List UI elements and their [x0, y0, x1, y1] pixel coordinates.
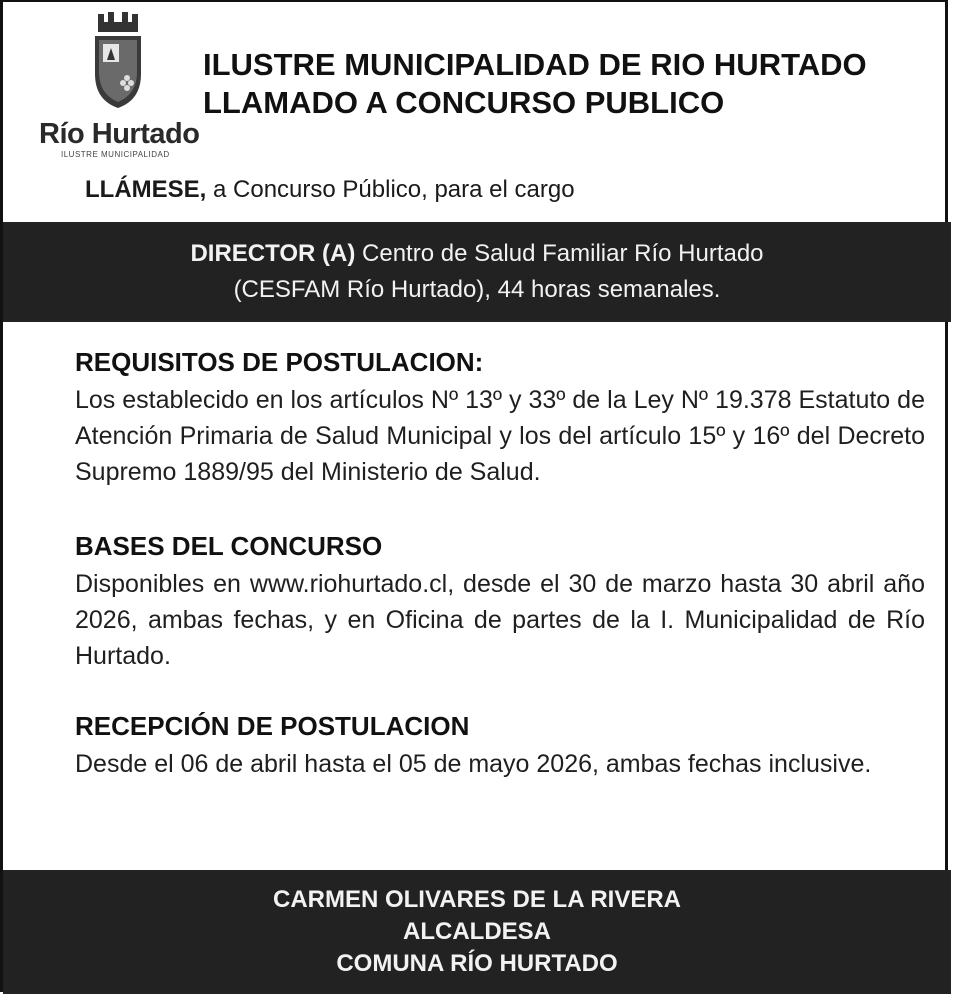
bases-section: [75, 530, 925, 674]
logo-subtitle: ILUSTRE MUNICIPALIDAD: [61, 150, 170, 159]
logo-name: Río Hurtado: [39, 118, 200, 150]
signature-commune: COMUNA RÍO HURTADO: [336, 950, 618, 977]
intro-line: [85, 176, 575, 204]
signature-role: ALCALDESA: [403, 918, 551, 945]
position-line-1-rest: Centro de Salud Familiar Río Hurtado: [355, 240, 764, 267]
requirements-section: [75, 346, 925, 490]
intro-text: a Concurso Público, para el cargo: [206, 176, 575, 203]
bases-body: Disponibles en www.riohurtado.cl, desde el 30 de marzo hasta 30 abril año 2026, ambas fechas, y en Oficina de partes de la I. Municipalidad de Río Hurtado.: [75, 570, 925, 670]
municipal-crest-icon: [89, 12, 147, 112]
header-line-2: LLAMADO A CONCURSO PUBLICO: [203, 85, 725, 120]
signature-name: CARMEN OLIVARES DE LA RIVERA: [272, 886, 682, 913]
position-band: [3, 222, 951, 322]
reception-heading: RECEPCIÓN DE POSTULACION: [75, 711, 470, 741]
position-line-1: [3, 236, 951, 272]
requirements-heading: REQUISITOS DE POSTULACION:: [75, 347, 484, 377]
municipality-logo: [33, 12, 203, 162]
signature-band: [3, 870, 951, 994]
reception-body: Desde el 06 de abril hasta el 05 de mayo 2026, ambas fechas inclusive.: [75, 750, 872, 778]
reception-section: [75, 710, 925, 782]
bases-heading: BASES DEL CONCURSO: [75, 531, 383, 561]
position-title: DIRECTOR (A): [190, 240, 356, 267]
intro-bold: LLÁMESE,: [85, 176, 207, 203]
header-line-1: ILUSTRE MUNICIPALIDAD DE RIO HURTADO: [203, 47, 867, 82]
position-line-2: (CESFAM Río Hurtado), 44 horas semanales.: [233, 276, 721, 303]
requirements-body: Los establecido en los artículos Nº 13º y 33º de la Ley Nº 19.378 Estatuto de Atención Primaria de Salud Municipal y los del artículo 15º y 16º del Decreto Supremo 1889/95 del Ministerio de Salud.: [75, 386, 925, 486]
header-title: [203, 46, 867, 122]
